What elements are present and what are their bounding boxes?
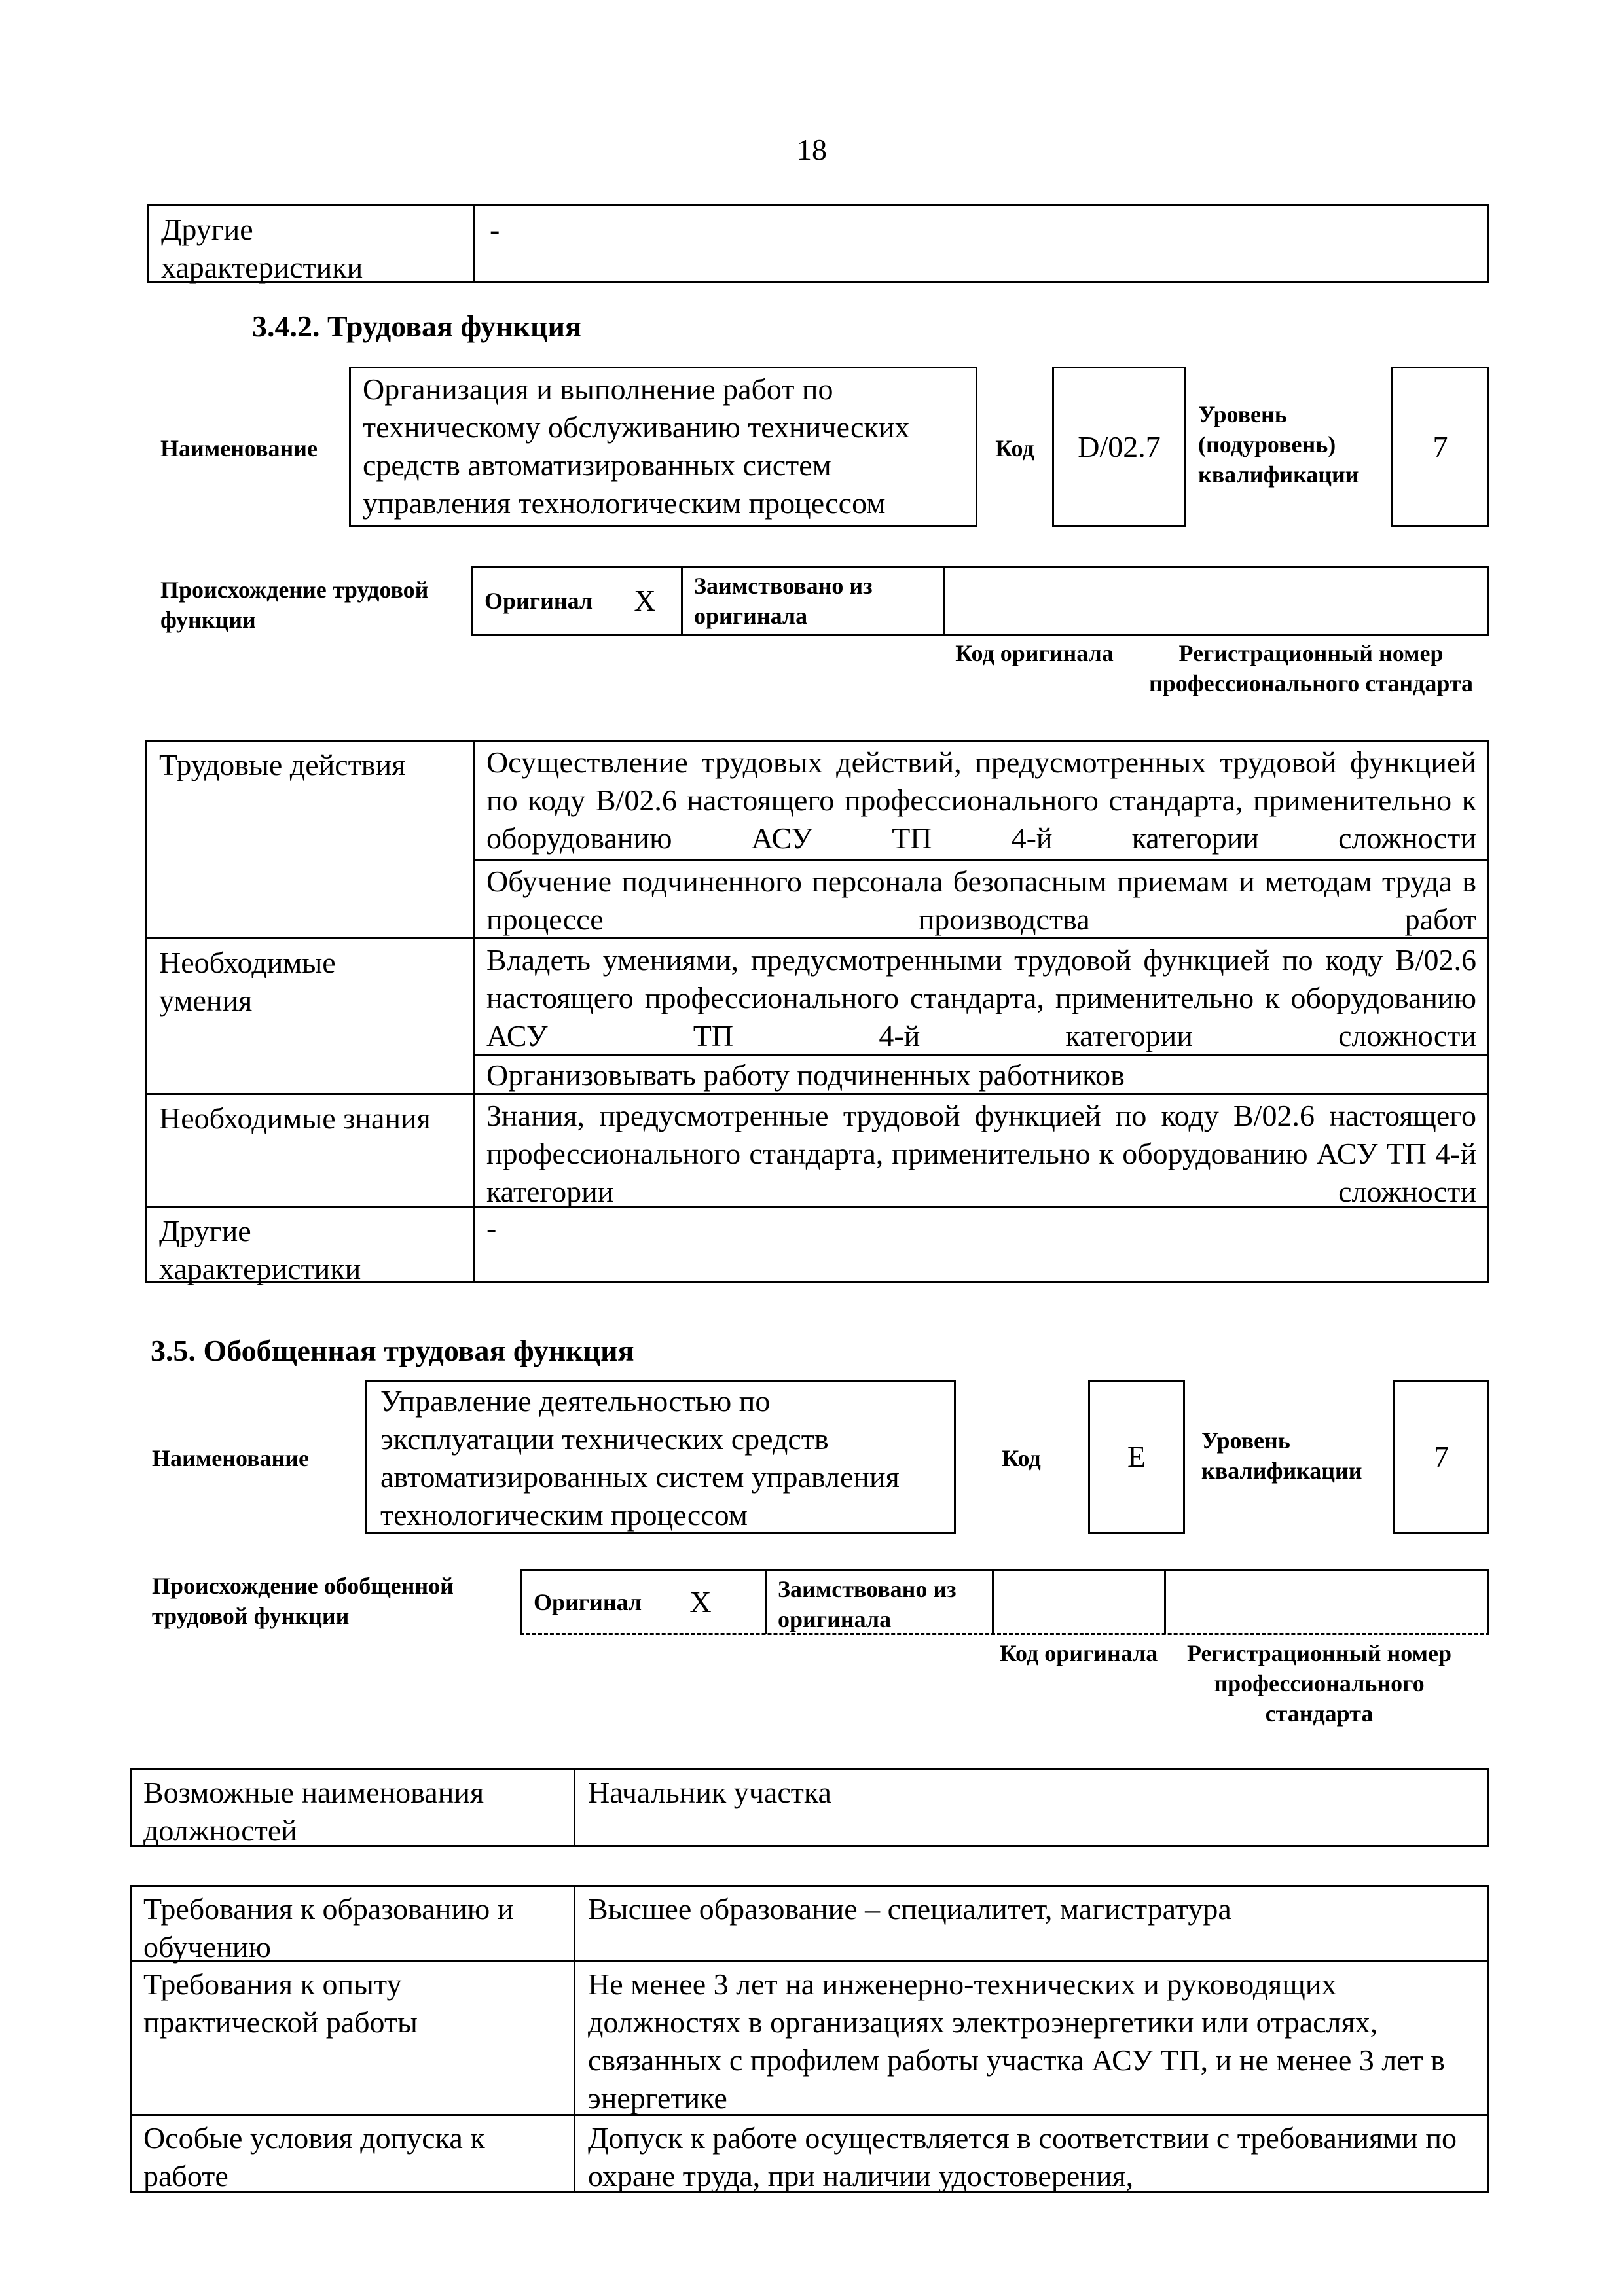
level-value-35: 7: [1393, 1380, 1489, 1534]
section-heading-342: 3.4.2. Трудовая функция: [252, 310, 581, 343]
other-characteristics-label: Другие характеристики: [161, 213, 363, 284]
reg-number-caption-35: Регистрационный номер профессионального стандарта: [1186, 1640, 1452, 1727]
labor-actions-label: Трудовые действия: [159, 748, 406, 781]
name-value-35: Управление деятельностью по эксплуатации технических средств автоматизированных систем управления технологическим процессом: [380, 1384, 900, 1532]
education-label: Требования к образованию и обучению: [143, 1892, 514, 1964]
origin-label-35: Происхождение обобщенной трудовой функции: [152, 1573, 454, 1629]
skills-label: Необходимые умения: [159, 946, 336, 1017]
code-label-35: Код: [1002, 1444, 1041, 1471]
reg-number-caption-342: Регистрационный номер профессионального стандарта: [1149, 640, 1473, 696]
education-value: Высшее образование – специалитет, магистратура: [588, 1892, 1231, 1926]
admission-value: Допуск к работе осуществляется в соответствии с требованиями по охране труда, при наличии удостоверения,: [588, 2121, 1457, 2193]
other-characteristics-value-342: -: [486, 1211, 497, 1245]
borrowed-label-342: Заимствовано из оригинала: [694, 573, 873, 629]
skill-1: Владеть умениями, предусмотренными трудовой функцией по коду B/02.6 настоящего профессионального стандарта, применительно к оборудованию АСУ ТП 4-й категории сложности: [486, 943, 1476, 1052]
origin-label-342: Происхождение трудовой функции: [160, 577, 429, 633]
name-label-342: Наименование: [160, 435, 318, 461]
section-heading-35: 3.5. Обобщенная трудовая функция: [151, 1334, 634, 1367]
level-value-342: 7: [1391, 367, 1489, 527]
other-characteristics-value: -: [490, 213, 500, 246]
skill-2: Организовывать работу подчиненных работников: [486, 1058, 1125, 1092]
positions-label: Возможные наименования должностей: [143, 1776, 484, 1847]
experience-value: Не менее 3 лет на инженерно-технических и руководящих должностях в организациях электроэнергетики или отраслях, связанных с профилем работы участка АСУ ТП, и не менее 3 лет в энергетике: [588, 1967, 1445, 2115]
code-original-caption-35: Код оригинала: [999, 1640, 1158, 1666]
labor-action-2: Обучение подчиненного персонала безопасным приемам и методам труда в процессе производства работ: [486, 865, 1476, 936]
knowledge-label: Необходимые знания: [159, 1102, 431, 1135]
other-characteristics-label-342: Другие характеристики: [159, 1214, 361, 1285]
code-original-caption-342: Код оригинала: [955, 640, 1114, 666]
labor-action-1: Осуществление трудовых действий, предусмотренных трудовой функцией по коду B/02.6 настоящего профессионального стандарта, применительно к оборудованию АСУ ТП 4-й категории сложности: [486, 745, 1476, 855]
level-label-342: Уровень (подуровень) квалификации: [1198, 401, 1359, 488]
original-label-35: Оригинал: [534, 1588, 642, 1615]
borrowed-label-35: Заимствовано из оригинала: [778, 1576, 957, 1632]
code-value-35: E: [1088, 1380, 1185, 1534]
positions-value: Начальник участка: [588, 1776, 831, 1809]
original-mark-342[interactable]: X: [634, 584, 656, 617]
code-label-342: Код: [995, 435, 1034, 461]
code-value-342: D/02.7: [1052, 367, 1186, 527]
admission-label: Особые условия допуска к работе: [143, 2121, 485, 2193]
original-mark-35[interactable]: X: [689, 1585, 712, 1619]
experience-label: Требования к опыту практической работы: [143, 1967, 418, 2039]
level-label-35: Уровень квалификации: [1201, 1427, 1362, 1484]
knowledge-value: Знания, предусмотренные трудовой функцией по коду B/02.6 настоящего профессионального стандарта, применительно к оборудованию АСУ ТП 4-й категории сложности: [486, 1099, 1476, 1208]
page-number: 18: [797, 133, 827, 166]
name-value-342: Организация и выполнение работ по техническому обслуживанию технических средств автоматизированных систем управления технологическим процессом: [363, 372, 910, 520]
original-label-342: Оригинал: [484, 588, 593, 614]
name-label-35: Наименование: [152, 1444, 309, 1471]
